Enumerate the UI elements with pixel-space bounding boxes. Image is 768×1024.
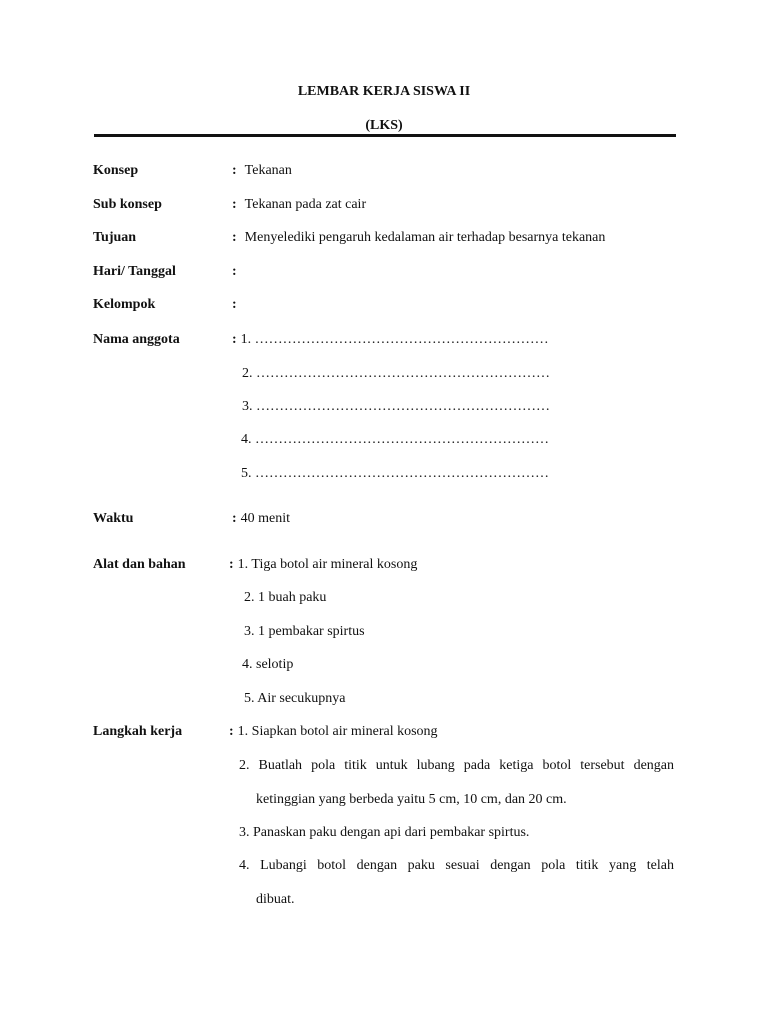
alat-bahan-item-4: 4. selotip xyxy=(242,657,294,672)
kelompok-field xyxy=(232,297,245,313)
hari-tanggal-label: Hari/ Tanggal xyxy=(93,264,176,279)
langkah-step-1 xyxy=(229,724,438,740)
konsep-value: Tekanan xyxy=(244,163,292,178)
alat-bahan-item-3: 3. 1 pembakar spirtus xyxy=(244,624,365,639)
konsep-field xyxy=(232,163,292,179)
nama-anggota-label: Nama anggota xyxy=(93,332,180,347)
langkah-kerja-label: Langkah kerja xyxy=(93,724,183,739)
langkah-step-2-line-1: 2. Buatlah pola titik untuk lubang pada ketiga botol tersebut dengan xyxy=(239,758,674,773)
tujuan-label: Tujuan xyxy=(93,230,137,245)
hari-tanggal-field xyxy=(232,264,245,280)
waktu-label: Waktu xyxy=(93,511,134,526)
hari-tanggal-colon: : xyxy=(232,264,237,279)
waktu-field xyxy=(232,511,290,527)
kelompok-colon: : xyxy=(232,297,237,312)
nama-anggota-colon: : xyxy=(232,332,237,347)
kelompok-label: Kelompok xyxy=(93,297,156,312)
sub-konsep-field xyxy=(232,197,366,213)
alat-bahan-item-1 xyxy=(229,557,417,573)
nama-anggota-item-2: 2. ……………………………………………………… xyxy=(242,366,550,381)
konsep-label: Konsep xyxy=(93,163,139,178)
konsep-colon: : xyxy=(232,163,237,178)
langkah-step-1-text: 1. Siapkan botol air mineral kosong xyxy=(237,724,438,739)
alat-bahan-item-5: 5. Air secukupnya xyxy=(244,691,346,706)
nama-anggota-line: 1. ……………………………………………………… xyxy=(240,332,549,347)
sub-konsep-colon: : xyxy=(232,197,237,212)
worksheet-subtitle: (LKS) xyxy=(365,118,403,133)
alat-bahan-colon: : xyxy=(229,557,234,572)
nama-anggota-item-5: 5. ……………………………………………………… xyxy=(241,466,549,481)
langkah-step-4-line-2: dibuat. xyxy=(256,892,295,907)
sub-konsep-value: Tekanan pada zat cair xyxy=(244,197,367,212)
langkah-step-4-line-1: 4. Lubangi botol dengan paku sesuai dengan pola titik yang telah xyxy=(239,858,674,873)
waktu-value: 40 menit xyxy=(240,511,291,526)
langkah-step-2-line-2: ketinggian yang berbeda yaitu 5 cm, 10 cm, dan 20 cm. xyxy=(256,792,567,807)
nama-anggota-item-4: 4. ……………………………………………………… xyxy=(241,432,549,447)
alat-bahan-line: 1. Tiga botol air mineral kosong xyxy=(237,557,418,572)
header-divider xyxy=(94,134,676,137)
langkah-kerja-colon: : xyxy=(229,724,234,739)
alat-bahan-item-2: 2. 1 buah paku xyxy=(244,590,327,605)
tujuan-field xyxy=(232,230,605,246)
langkah-step-3: 3. Panaskan paku dengan api dari pembakar spirtus. xyxy=(239,825,530,840)
worksheet-title: LEMBAR KERJA SISWA II xyxy=(297,84,471,99)
tujuan-colon: : xyxy=(232,230,237,245)
nama-anggota-item-1 xyxy=(232,332,549,348)
sub-konsep-label: Sub konsep xyxy=(93,197,162,212)
tujuan-value: Menyelediki pengaruh kedalaman air terhadap besarnya tekanan xyxy=(244,230,606,245)
alat-bahan-label: Alat dan bahan xyxy=(93,557,186,572)
nama-anggota-item-3: 3. ……………………………………………………… xyxy=(242,399,550,414)
waktu-colon: : xyxy=(232,511,237,526)
